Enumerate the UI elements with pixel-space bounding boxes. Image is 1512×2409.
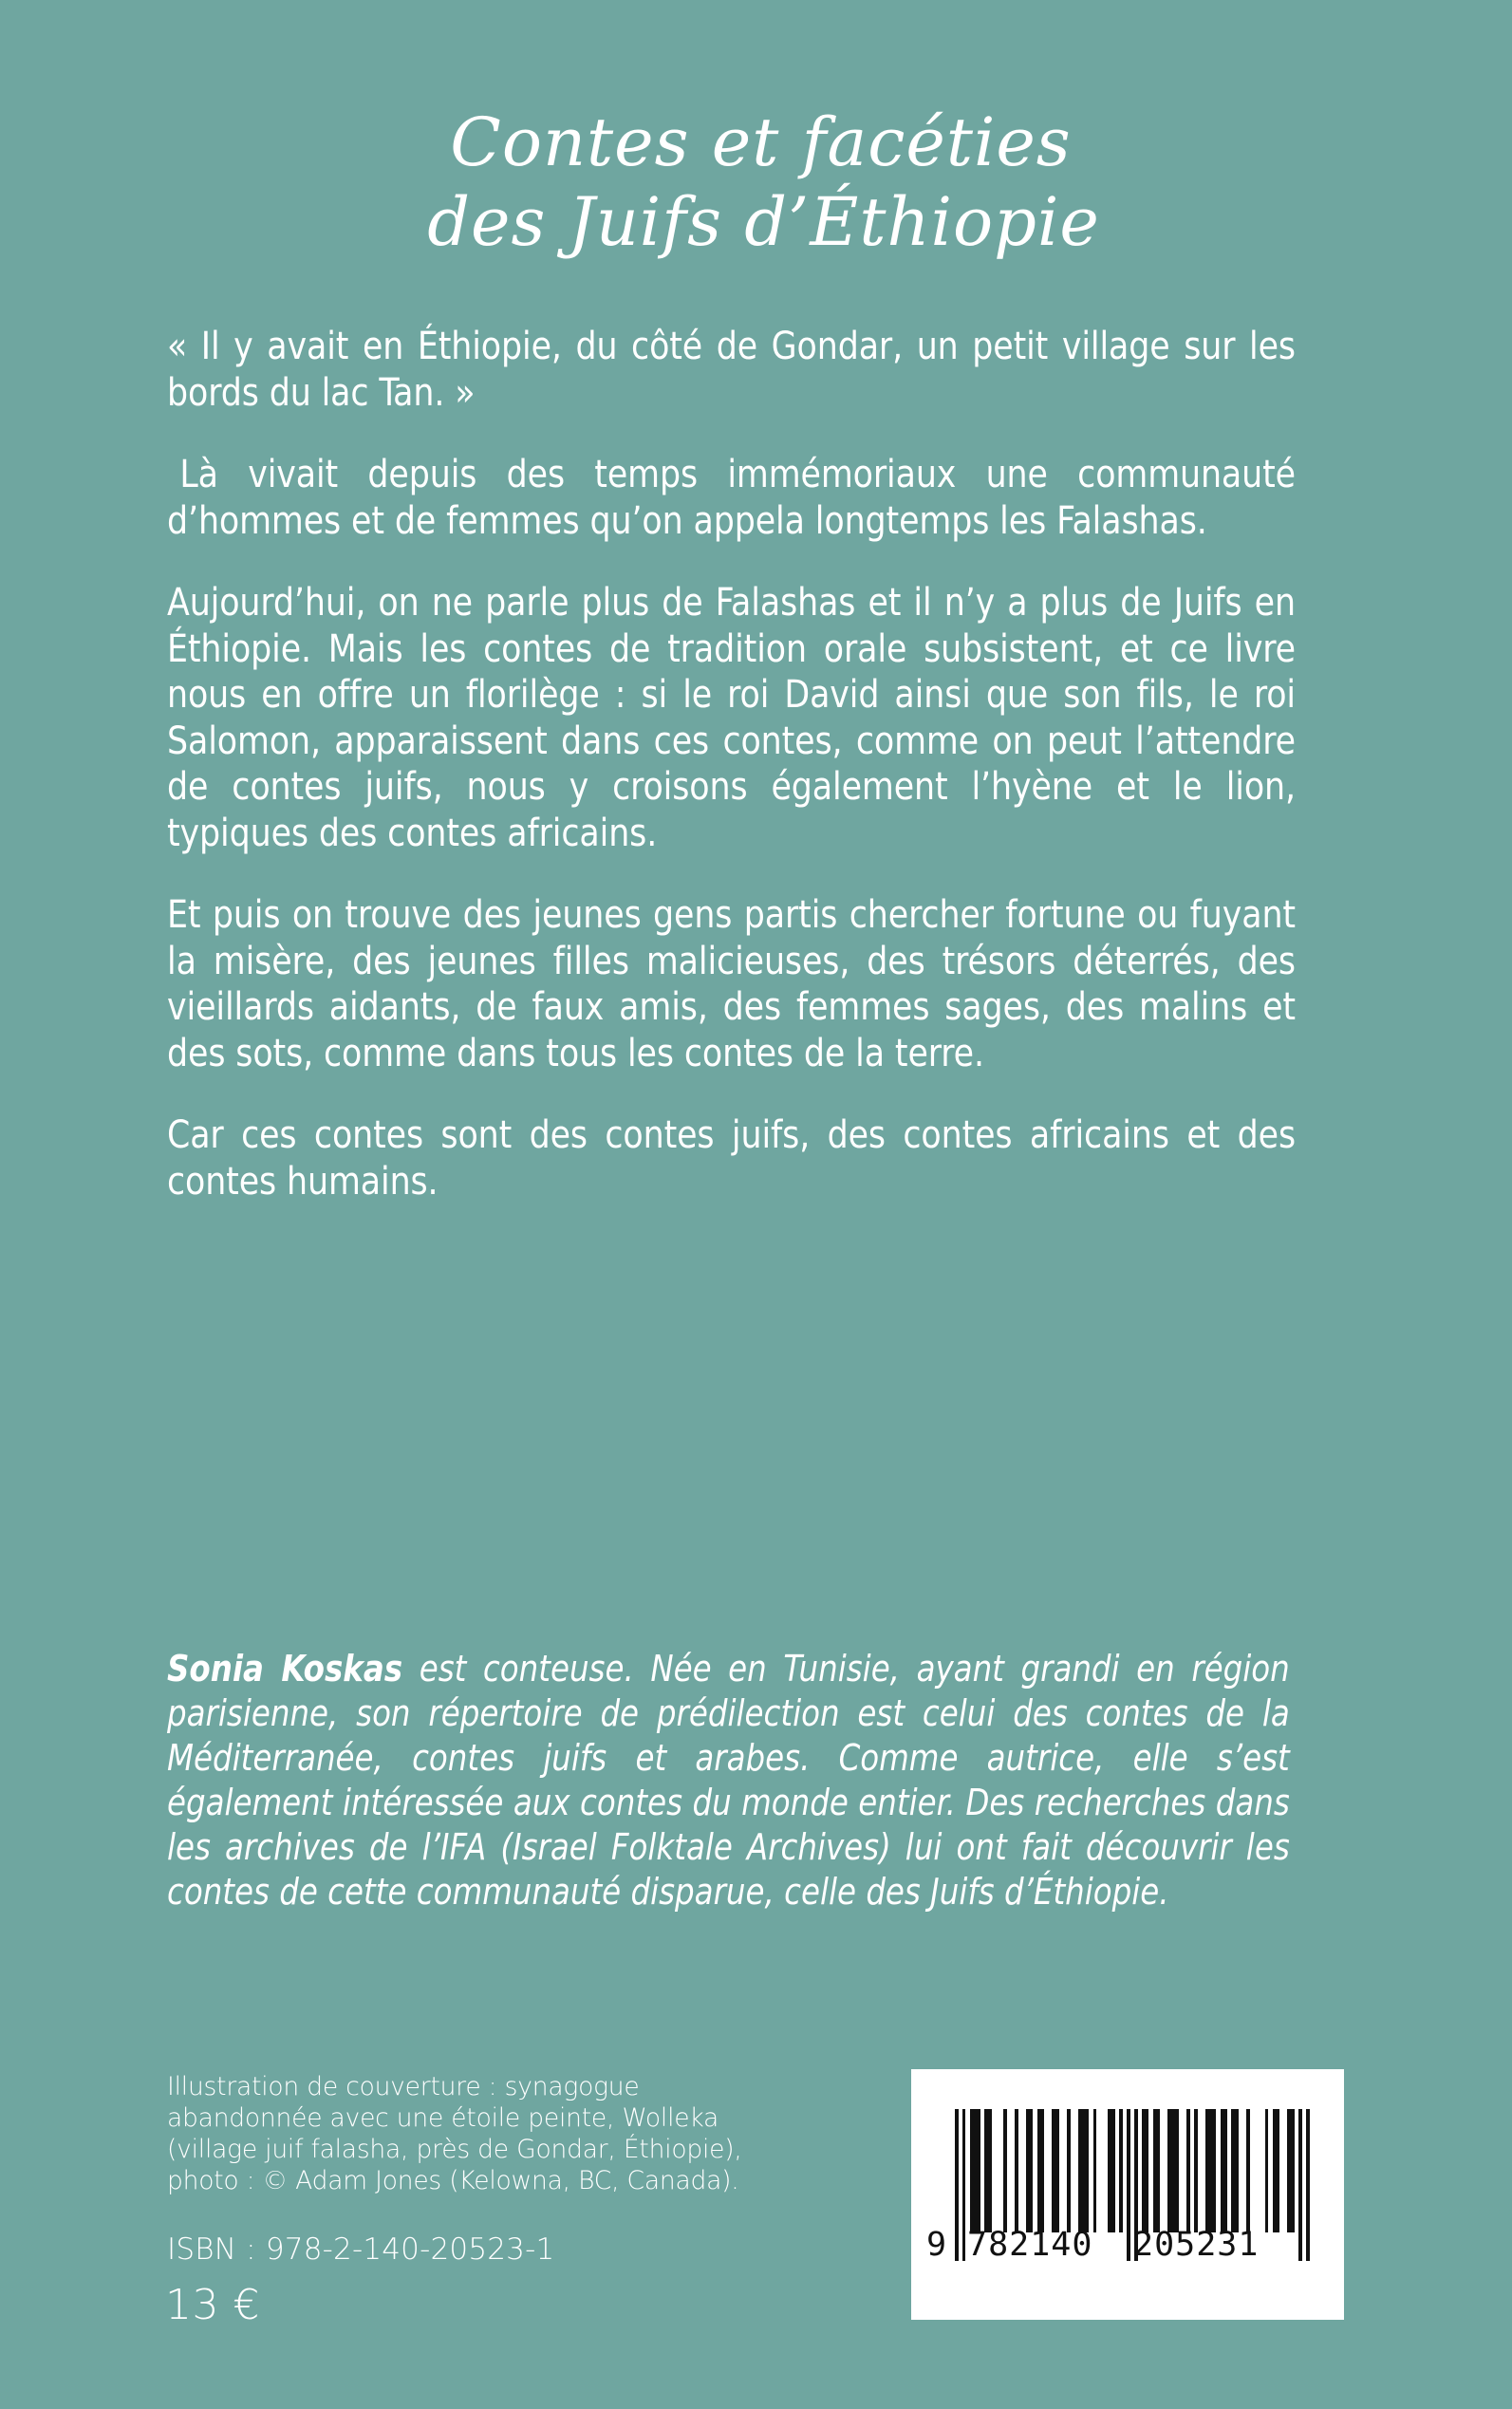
cover-illustration-credit: [167, 2071, 831, 2196]
barcode: [926, 2109, 1310, 2285]
barcode-digit-group-3: 205231: [1133, 2226, 1260, 2264]
page-title: [0, 103, 1512, 262]
barcode-digit-group-2: 782140: [967, 2226, 1093, 2264]
blurb-paragraph-4: Et puis on trouve des jeunes gens partis chercher fortune ou fuyant la misère, des jeunes filles malicieuses, des trésors déterrés, des vieillards aidants, de faux amis, des femmes sages, des malins et des sots, comme dans tous les contes de la terre.: [167, 891, 1296, 1075]
barcode-bar: [1078, 2109, 1089, 2232]
barcode-bar: [1052, 2109, 1059, 2232]
blurb-paragraph-5: Car ces contes sont des contes juifs, des contes africains et des contes humains.: [167, 1111, 1296, 1204]
barcode-bar: [1221, 2109, 1228, 2232]
barcode-bar: [1205, 2109, 1216, 2232]
barcode-bar: [1153, 2109, 1161, 2232]
blurb-text: [167, 323, 1349, 1204]
barcode-bar: [1003, 2109, 1007, 2232]
barcode-bar: [1246, 2109, 1250, 2232]
barcode-bar: [984, 2109, 992, 2232]
barcode-bar: [1194, 2109, 1198, 2232]
barcode-bar: [970, 2109, 980, 2232]
barcode-bar: [1186, 2109, 1190, 2232]
barcode-digit-group-1: 9: [926, 2226, 948, 2264]
barcode-bar: [1167, 2109, 1178, 2232]
barcode-bar: [1273, 2109, 1280, 2232]
price-text: 13 €: [165, 2281, 260, 2329]
isbn-text: ISBN : 978-2-140-20523-1: [167, 2232, 555, 2267]
barcode-bar: [1108, 2109, 1115, 2232]
blurb-paragraph-3: Aujourd’hui, on ne parle plus de Falashas et il n’y a plus de Juifs en Éthiopie. Mais les contes de tradition orale subsistent, et ce livre nous en offre un florilège : si le roi David ainsi que son fils, le roi Salomon, apparaissent dans ces contes, comme on peut l’attendre de contes juifs, nous y croisons également l’hyène et le lion, typiques des contes africains.: [167, 579, 1296, 855]
barcode-bar: [1142, 2109, 1149, 2232]
barcode-digits: [926, 2225, 1338, 2265]
barcode-bar: [1287, 2109, 1295, 2232]
title-line-2: des Juifs d’Éthiopie: [427, 183, 1100, 261]
barcode-bar: [1231, 2109, 1239, 2232]
author-bio-body: est conteuse. Née en Tunisie, ayant grandi en région parisienne, son répertoire de prédilection est celui des contes de la Méditerranée, contes juifs et arabes. Comme autrice, elle s’est également intéressée aux contes du monde entier. Des recherches dans les archives de l’IFA (Israel Folktale Archives) lui ont fait découvrir les contes de cette communauté disparue, celle des Juifs d’Éthiopie.: [167, 1648, 1290, 1913]
credit-line-2: abandonnée avec une étoile peinte, Wolleka: [167, 2103, 719, 2133]
credit-line-3: (village juif falasha, près de Gondar, Éthiopie),: [167, 2135, 742, 2164]
barcode-bar: [1119, 2109, 1123, 2232]
barcode-bar: [1026, 2109, 1034, 2232]
credit-line-1: Illustration de couverture : synagogue: [167, 2072, 640, 2101]
barcode-bar: [1037, 2109, 1045, 2232]
barcode-bar: [1265, 2109, 1269, 2232]
barcode-bar: [1015, 2109, 1018, 2232]
title-line-1: Contes et facéties: [450, 103, 1072, 181]
barcode-bar: [1067, 2109, 1071, 2232]
barcode-bar: [1093, 2109, 1097, 2232]
credit-line-4: photo : © Adam Jones (Kelowna, BC, Canada).: [167, 2166, 739, 2195]
barcode-panel: [911, 2069, 1344, 2320]
author-bio-paragraph: [167, 1647, 1290, 1914]
author-bio: [167, 1647, 1349, 1914]
author-name: Sonia Koskas: [167, 1648, 403, 1690]
blurb-paragraph-1: « Il y avait en Éthiopie, du côté de Gondar, un petit village sur les bords du lac Tan. »: [167, 323, 1296, 415]
blurb-paragraph-2: Là vivait depuis des temps immémoriaux une communauté d’hommes et de femmes qu’on appela longtemps les Falashas.: [167, 451, 1296, 543]
